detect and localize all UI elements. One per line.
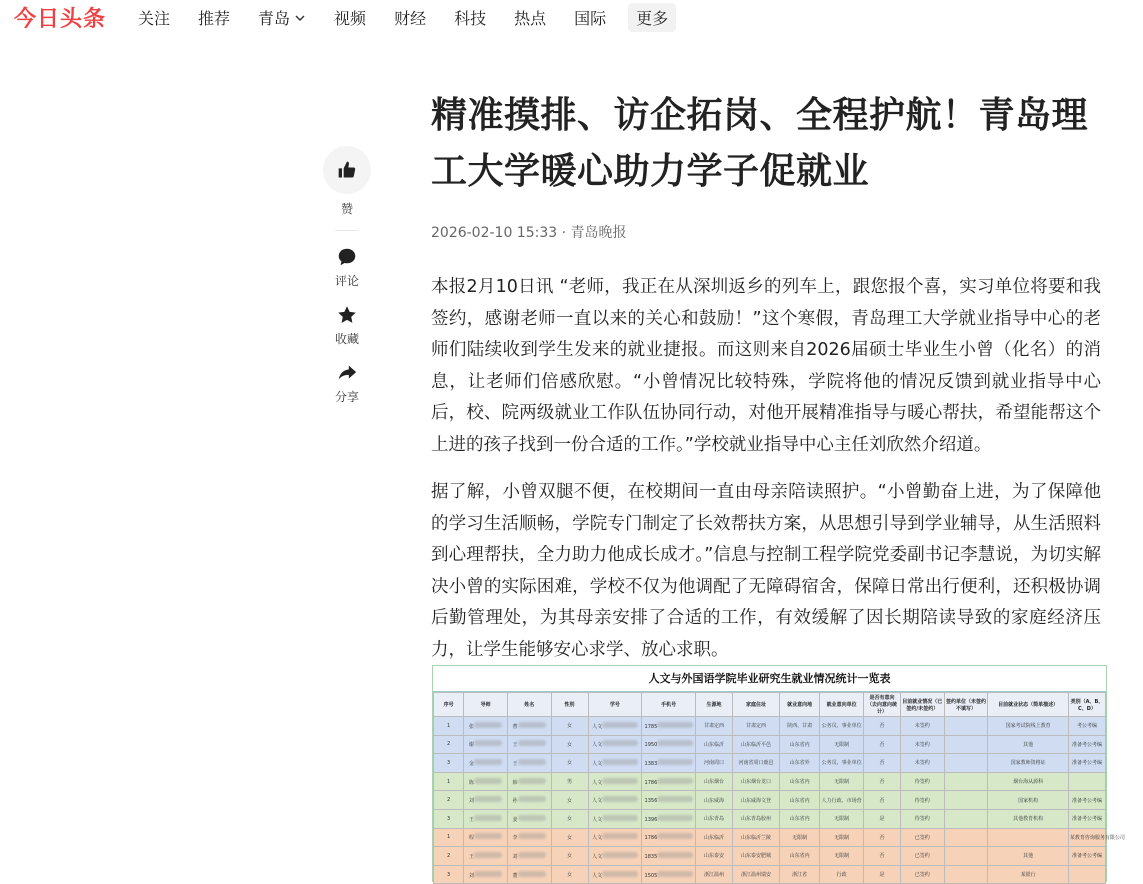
redacted-blur bbox=[474, 852, 502, 858]
redacted-blur bbox=[602, 852, 638, 858]
thumbs-up-icon bbox=[337, 160, 357, 180]
table-cell: 人文 bbox=[588, 735, 642, 754]
nav-label: 财经 bbox=[394, 9, 427, 28]
table-cell: 无限制 bbox=[820, 809, 864, 828]
table-cell: 烟台海从源科 bbox=[988, 772, 1069, 791]
table-cell: 准备考公考编 bbox=[1068, 754, 1105, 773]
table-cell: 3 bbox=[434, 809, 464, 828]
redacted-blur bbox=[657, 852, 693, 858]
employment-statistics-table bbox=[433, 692, 1125, 884]
table-header-cell: 生源地 bbox=[696, 693, 733, 717]
table-cell: 女 bbox=[551, 847, 588, 866]
nav-item-follow[interactable] bbox=[132, 3, 176, 32]
redacted-blur bbox=[602, 740, 638, 746]
table-cell: 3 bbox=[434, 865, 464, 884]
table-cell: 1 bbox=[434, 717, 464, 736]
table-cell: 女 bbox=[551, 791, 588, 810]
table-cell: 无限制 bbox=[820, 772, 864, 791]
nav-label: 青岛 bbox=[258, 9, 291, 28]
redacted-blur bbox=[602, 722, 638, 728]
table-cell: 准备考公考编 bbox=[1068, 847, 1105, 866]
redacted-blur bbox=[602, 815, 638, 821]
table-cell: 2 bbox=[434, 791, 464, 810]
redacted-blur bbox=[518, 815, 546, 821]
table-header-cell: 就业意向地 bbox=[780, 693, 820, 717]
redacted-blur bbox=[657, 815, 693, 821]
redacted-blur bbox=[518, 852, 546, 858]
redacted-blur bbox=[474, 778, 502, 784]
redacted-blur bbox=[518, 871, 546, 877]
redacted-blur bbox=[518, 833, 546, 839]
article-meta: 2026-02-10 15:33 · 青岛晚报 bbox=[431, 225, 627, 241]
table-cell: 甘肃定西 bbox=[732, 717, 779, 736]
table-cell: 山东烟台 bbox=[696, 772, 733, 791]
table-cell: 1356 bbox=[642, 791, 696, 810]
table-header-cell: 家庭住址 bbox=[732, 693, 779, 717]
nav-label: 推荐 bbox=[198, 9, 231, 28]
table-cell bbox=[1068, 772, 1105, 791]
table-cell: 河南周口 bbox=[696, 754, 733, 773]
table-cell: 是 bbox=[864, 809, 901, 828]
table-cell: 浙江温州 bbox=[696, 865, 733, 884]
table-cell: 人力行政、市场营 bbox=[820, 791, 864, 810]
table-row bbox=[434, 809, 1106, 828]
table-cell: 曹 bbox=[507, 717, 551, 736]
article-paragraph: 据了解，小曾双腿不便，在校期间一直由母亲陪读照护。“小曾勤奋上进，为了保障他的学习生活顺畅，学院专门制定了长效帮扶方案，从思想引导到学业辅导，从生活照料到心理帮扶，全力助力他成长成才。”信息与控制工程学院党委副书记李慧说，为切实解决小曾的实际困难，学校不仅为他调配了无障碍宿舍，保障日常出行便利，还积极协调后勤管理处，为其母亲安排了合适的工作，有效缓解了因长期陪读导致的家庭经济压力，让学生能够安心求学、放心求职。 bbox=[431, 482, 1101, 660]
redacted-blur bbox=[474, 740, 502, 746]
table-cell: 人文 bbox=[588, 717, 642, 736]
article-action-rail bbox=[322, 146, 372, 420]
table-cell: 已签约 bbox=[900, 865, 944, 884]
favorite-label: 收藏 bbox=[334, 332, 359, 346]
redacted-blur bbox=[518, 722, 546, 728]
redacted-blur bbox=[602, 759, 638, 765]
table-cell: 浙江省 bbox=[780, 865, 820, 884]
table-cell: 孙 bbox=[507, 791, 551, 810]
table-cell: 1505 bbox=[642, 865, 696, 884]
table-cell bbox=[944, 754, 988, 773]
nav-label: 科技 bbox=[454, 9, 487, 28]
nav-item-more[interactable] bbox=[628, 3, 676, 32]
table-cell bbox=[944, 865, 988, 884]
table-cell: 山东威海 bbox=[696, 791, 733, 810]
table-header-cell: 是否有意向（去向意向统计） bbox=[864, 693, 901, 717]
article-body bbox=[431, 272, 1101, 666]
redacted-blur bbox=[474, 815, 502, 821]
table-cell: 其他 bbox=[988, 847, 1069, 866]
table-header-cell: 序号 bbox=[434, 693, 464, 717]
like-label: 赞 bbox=[340, 202, 353, 216]
top-navigation bbox=[0, 0, 1143, 34]
redacted-blur bbox=[657, 871, 693, 877]
table-cell: 人文 bbox=[588, 791, 642, 810]
table-cell: 某银行 bbox=[988, 865, 1069, 884]
table-cell: 山东泰安 bbox=[696, 847, 733, 866]
table-cell: 浙江温州瑞安 bbox=[732, 865, 779, 884]
table-cell: 国家教师资格证 bbox=[988, 754, 1069, 773]
table-cell bbox=[944, 809, 988, 828]
table-cell: 公务员、事业单位 bbox=[820, 754, 864, 773]
table-cell: 否 bbox=[864, 847, 901, 866]
table-cell: 3 bbox=[434, 754, 464, 773]
table-cell: 1 bbox=[434, 828, 464, 847]
table-header-cell: 签约单位（未签约不填写） bbox=[944, 693, 988, 717]
table-cell: 国家考试院线上教育 bbox=[988, 717, 1069, 736]
table-cell bbox=[944, 847, 988, 866]
table-cell: 山东省内 bbox=[780, 847, 820, 866]
redacted-blur bbox=[602, 778, 638, 784]
table-cell: 无限制 bbox=[820, 828, 864, 847]
nav-item-finance[interactable] bbox=[388, 3, 432, 32]
table-cell: 无限制 bbox=[820, 735, 864, 754]
table-cell: 陕西、甘肃 bbox=[780, 717, 820, 736]
table-cell: 姜 bbox=[507, 809, 551, 828]
redacted-blur bbox=[474, 722, 502, 728]
table-cell: 甘肃定西 bbox=[696, 717, 733, 736]
site-logo[interactable]: 今日头条 bbox=[14, 7, 107, 32]
table-cell: 1396 bbox=[642, 809, 696, 828]
redacted-blur bbox=[602, 871, 638, 877]
star-icon bbox=[336, 304, 358, 326]
nav-label: 视频 bbox=[334, 9, 367, 28]
table-cell: 女 bbox=[551, 865, 588, 884]
redacted-blur bbox=[518, 778, 546, 784]
rail-divider bbox=[335, 230, 359, 231]
table-cell: 山东省内 bbox=[780, 735, 820, 754]
table-cell: 1383 bbox=[642, 754, 696, 773]
table-cell bbox=[944, 791, 988, 810]
comment-button[interactable] bbox=[335, 246, 359, 289]
table-cell bbox=[944, 717, 988, 736]
table-cell: 刘 bbox=[507, 847, 551, 866]
table-cell: 山东威海文登 bbox=[732, 791, 779, 810]
table-header-cell: 性别 bbox=[551, 693, 588, 717]
table-cell: 人文 bbox=[588, 809, 642, 828]
table-cell: 未签约 bbox=[900, 754, 944, 773]
table-row bbox=[434, 828, 1106, 847]
table-header-cell: 学号 bbox=[588, 693, 642, 717]
table-cell: 无限制 bbox=[780, 828, 820, 847]
nav-label: 关注 bbox=[138, 9, 171, 28]
table-cell: 女 bbox=[551, 809, 588, 828]
table-cell: 山东泰安肥城 bbox=[732, 847, 779, 866]
table-row bbox=[434, 735, 1106, 754]
table-cell: 1785 bbox=[642, 717, 696, 736]
table-header-cell: 手机号 bbox=[642, 693, 696, 717]
table-header-cell: 导师 bbox=[464, 693, 508, 717]
table-cell: 其他教育机构 bbox=[988, 809, 1069, 828]
redacted-blur bbox=[518, 796, 546, 802]
comment-label: 评论 bbox=[334, 274, 359, 288]
redacted-blur bbox=[657, 722, 693, 728]
table-cell: 山东临沂 bbox=[696, 828, 733, 847]
table-cell: 程 bbox=[464, 828, 508, 847]
redacted-blur bbox=[602, 833, 638, 839]
table-cell: 董 bbox=[507, 865, 551, 884]
chevron-down-icon bbox=[294, 12, 306, 24]
table-cell bbox=[944, 772, 988, 791]
table-body bbox=[434, 717, 1125, 884]
redacted-blur bbox=[474, 759, 502, 765]
table-row bbox=[434, 791, 1106, 810]
channel-nav bbox=[132, 3, 692, 32]
table-cell: 2 bbox=[434, 847, 464, 866]
table-cell: 1 bbox=[434, 772, 464, 791]
table-cell: 人文 bbox=[588, 828, 642, 847]
table-row bbox=[434, 717, 1106, 736]
table-cell: 已签约 bbox=[900, 828, 944, 847]
favorite-button[interactable] bbox=[335, 304, 359, 347]
table-cell: 山东青岛胶州 bbox=[732, 809, 779, 828]
table-cell: 王 bbox=[464, 847, 508, 866]
article-title: 精准摸排、访企拓岗、全程护航！青岛理工大学暖心助力学子促就业 bbox=[431, 95, 1089, 192]
table-cell: 山东临沂平邑 bbox=[732, 735, 779, 754]
table-cell: 刘 bbox=[464, 865, 508, 884]
like-button[interactable] bbox=[323, 146, 371, 194]
table-cell: 1835 bbox=[642, 847, 696, 866]
table-cell: 否 bbox=[864, 735, 901, 754]
nav-label: 热点 bbox=[514, 9, 547, 28]
nav-label: 更多 bbox=[636, 9, 669, 28]
redacted-blur bbox=[657, 796, 693, 802]
table-cell: 王 bbox=[507, 754, 551, 773]
nav-item-recommend[interactable] bbox=[192, 3, 236, 32]
table-cell: 否 bbox=[864, 828, 901, 847]
table-cell: 行政 bbox=[820, 865, 864, 884]
table-cell: 山东临沂 bbox=[696, 735, 733, 754]
table-row bbox=[434, 772, 1106, 791]
table-cell: 王 bbox=[507, 735, 551, 754]
table-cell: 否 bbox=[864, 717, 901, 736]
redacted-blur bbox=[657, 759, 693, 765]
table-cell: 刘 bbox=[464, 791, 508, 810]
nav-item-hot[interactable] bbox=[508, 3, 552, 32]
table-cell: 山东省内 bbox=[780, 809, 820, 828]
table-cell bbox=[944, 828, 988, 847]
table-row bbox=[434, 847, 1106, 866]
table-cell bbox=[988, 828, 1069, 847]
redacted-blur bbox=[474, 796, 502, 802]
redacted-blur bbox=[602, 796, 638, 802]
table-cell: 未签约 bbox=[900, 735, 944, 754]
table-cell: 1786 bbox=[642, 828, 696, 847]
table-cell: 金 bbox=[464, 754, 508, 773]
employment-statistics-image[interactable] bbox=[432, 665, 1125, 882]
nav-item-international[interactable] bbox=[568, 3, 612, 32]
table-header-cell: 类别（A、B、C、D） bbox=[1068, 693, 1105, 717]
table-cell: 准备考公考编 bbox=[1068, 735, 1105, 754]
table-cell: 已签约 bbox=[900, 847, 944, 866]
table-cell: 女 bbox=[551, 717, 588, 736]
table-cell: 其他 bbox=[988, 735, 1069, 754]
table-row bbox=[434, 754, 1106, 773]
table-cell: 公务员、事业单位 bbox=[820, 717, 864, 736]
redacted-blur bbox=[657, 833, 693, 839]
table-cell: 女 bbox=[551, 754, 588, 773]
redacted-blur bbox=[518, 740, 546, 746]
table-cell: 山东省内 bbox=[780, 791, 820, 810]
nav-item-tech[interactable] bbox=[448, 3, 492, 32]
table-cell: 准备考公考编 bbox=[1068, 791, 1105, 810]
table-cell: 河南省周口鹿邑 bbox=[732, 754, 779, 773]
table-header-cell: 姓名 bbox=[507, 693, 551, 717]
table-image-title: 人文与外国语学院毕业研究生就业情况统计一览表 bbox=[433, 666, 1106, 692]
table-cell: 李 bbox=[507, 828, 551, 847]
table-cell: 考公考编 bbox=[1068, 717, 1105, 736]
table-header-cell: 就业意向单位 bbox=[820, 693, 864, 717]
redacted-blur bbox=[657, 740, 693, 746]
table-cell: 待签约 bbox=[900, 791, 944, 810]
table-cell: 山东省内 bbox=[780, 772, 820, 791]
table-header-cell: 目前就业状态（简单描述） bbox=[988, 693, 1069, 717]
share-label: 分享 bbox=[334, 390, 359, 404]
article bbox=[431, 88, 1101, 682]
table-cell: 否 bbox=[864, 772, 901, 791]
table-cell: 国家机构 bbox=[988, 791, 1069, 810]
table-cell: 人文 bbox=[588, 772, 642, 791]
table-cell: 2 bbox=[434, 735, 464, 754]
table-cell: 王 bbox=[464, 809, 508, 828]
nav-item-video[interactable] bbox=[328, 3, 372, 32]
table-cell: 山东省外 bbox=[780, 754, 820, 773]
table-cell: 无限制 bbox=[820, 847, 864, 866]
redacted-blur bbox=[518, 759, 546, 765]
nav-item-qingdao[interactable] bbox=[252, 3, 312, 32]
nav-label: 国际 bbox=[574, 9, 607, 28]
table-cell: 否 bbox=[864, 754, 901, 773]
table-cell: 待签约 bbox=[900, 772, 944, 791]
table-cell: 女 bbox=[551, 828, 588, 847]
table-cell: 女 bbox=[551, 735, 588, 754]
table-cell bbox=[944, 735, 988, 754]
table-cell: 1950 bbox=[642, 735, 696, 754]
table-cell: 人文 bbox=[588, 847, 642, 866]
table-row bbox=[434, 865, 1106, 884]
table-cell: 人文 bbox=[588, 754, 642, 773]
table-cell: 男 bbox=[551, 772, 588, 791]
table-cell: 是 bbox=[864, 865, 901, 884]
share-button[interactable] bbox=[335, 362, 359, 405]
table-cell: 某教育咨询服务有限公司 bbox=[1068, 828, 1105, 847]
table-cell: 山东临沂兰陵 bbox=[732, 828, 779, 847]
comment-icon bbox=[336, 246, 358, 268]
article-paragraph: 本报2月10日讯 “老师，我正在从深圳返乡的列车上，跟您报个喜，实习单位将要和我签约，感谢老师一直以来的关心和鼓励！”这个寒假，青岛理工大学就业指导中心的老师们陆续收到学生发来的就业捷报。而这则来自2026届硕士毕业生小曾（化名）的消息，让老师们倍感欣慰。“小曾情况比较特殊，学院将他的情况反馈到就业指导中心后，校、院两级就业工作队伍协同行动，对他开展精准指导与暖心帮扶，希望能帮这个上进的孩子找到一份合适的工作。”学校就业指导中心主任刘欣然介绍道。 bbox=[431, 277, 1101, 455]
redacted-blur bbox=[474, 871, 502, 877]
table-cell: 未签约 bbox=[900, 717, 944, 736]
table-header-row bbox=[434, 693, 1106, 717]
table-cell bbox=[1068, 865, 1105, 884]
table-cell: 人文 bbox=[588, 865, 642, 884]
table-cell: 张 bbox=[464, 717, 508, 736]
redacted-blur bbox=[474, 833, 502, 839]
table-cell: 1786 bbox=[642, 772, 696, 791]
redacted-blur bbox=[657, 778, 693, 784]
table-cell: 准备考公考编 bbox=[1068, 809, 1105, 828]
table-cell: 待签约 bbox=[900, 809, 944, 828]
table-cell: 山东青岛 bbox=[696, 809, 733, 828]
table-header-cell: 目前就业情况（已签约/未签约） bbox=[900, 693, 944, 717]
table-cell: 谢 bbox=[464, 735, 508, 754]
table-cell: 山东烟台龙口 bbox=[732, 772, 779, 791]
share-icon bbox=[336, 362, 358, 384]
table-cell: 否 bbox=[864, 791, 901, 810]
table-cell: 韩 bbox=[507, 772, 551, 791]
table-cell: 陈 bbox=[464, 772, 508, 791]
